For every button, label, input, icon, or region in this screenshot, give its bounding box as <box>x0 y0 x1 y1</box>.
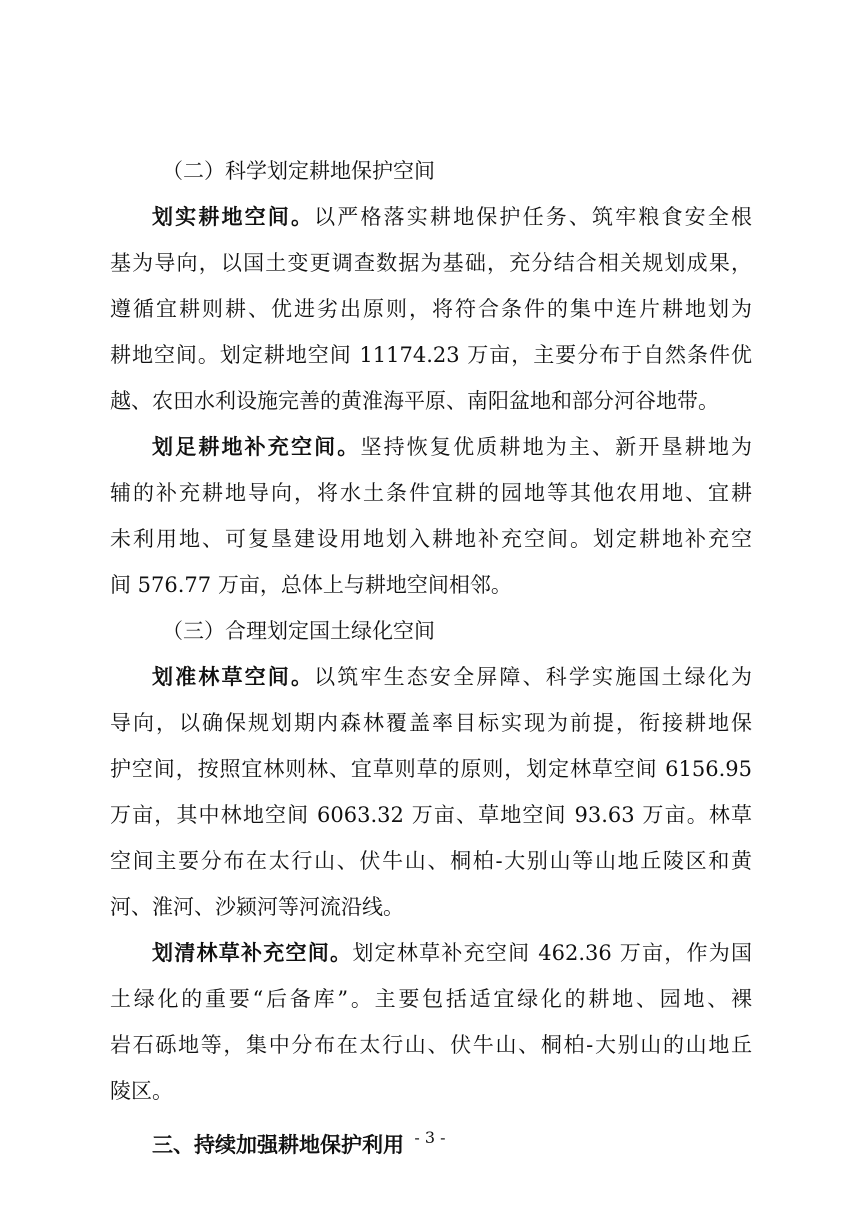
line-text: 以筑牢生态安全屏障、科学实施国土绿化为 <box>314 665 752 689</box>
paragraph-line: 陵区。 <box>110 1079 173 1103</box>
paragraph-line <box>110 930 752 976</box>
subheading-delineate-greening-space: （三）合理划定国土绿化空间 <box>162 619 435 643</box>
line-text: 坚持恢复优质耕地为主、新开垦耕地为 <box>360 435 752 459</box>
paragraph-line <box>110 194 752 240</box>
paragraph-line: 岩石砾地等，集中分布在太行山、伏牛山、桐柏-大别山的山地丘 <box>110 1033 752 1057</box>
paragraph-line: 间 576.77 万亩，总体上与耕地空间相邻。 <box>110 573 512 597</box>
line-text: 划定林草补充空间 462.36 万亩，作为国 <box>352 941 752 965</box>
paragraph-cultivated-space <box>110 194 752 424</box>
paragraph-line: 辅的补充耕地导向，将水土条件宜耕的园地等其他农用地、宜耕 <box>110 481 752 505</box>
paragraph-line: 万亩，其中林地空间 6063.32 万亩、草地空间 93.63 万亩。林草 <box>110 803 752 827</box>
section-heading: 三、持续加强耕地保护利用 <box>152 1132 404 1157</box>
page-number: - 3 - <box>414 1128 446 1147</box>
paragraph-line: 河、淮河、沙颍河等河流沿线。 <box>110 895 404 919</box>
paragraph-lead: 划实耕地空间。 <box>152 204 315 229</box>
paragraph-forest-grass-space <box>110 654 752 930</box>
paragraph-line <box>110 424 752 470</box>
paragraph-line: 未利用地、可复垦建设用地划入耕地补充空间。划定耕地补充空 <box>110 527 752 551</box>
line-text: 以严格落实耕地保护任务、筑牢粮食安全根 <box>314 205 752 229</box>
paragraph-line: 护空间，按照宜林则林、宜草则草的原则，划定林草空间 6156.95 <box>110 757 752 781</box>
paragraph-line: 导向，以确保规划期内森林覆盖率目标实现为前提，衔接耕地保 <box>110 711 752 735</box>
body-text <box>110 148 752 1168</box>
paragraph-forest-grass-supplement-space <box>110 930 752 1114</box>
paragraph-line: 遵循宜耕则耕、优进劣出原则，将符合条件的集中连片耕地划为 <box>110 297 752 321</box>
paragraph-line: 土绿化的重要“后备库”。主要包括适宜绿化的耕地、园地、裸 <box>110 987 752 1011</box>
paragraph-line: 耕地空间。划定耕地空间 11174.23 万亩，主要分布于自然条件优 <box>110 343 752 367</box>
paragraph-line: 越、农田水利设施完善的黄淮海平原、南阳盆地和部分河谷地带。 <box>110 389 719 413</box>
paragraph-lead: 划足耕地补充空间。 <box>152 434 361 459</box>
paragraph-cultivated-supplement-space <box>110 424 752 608</box>
subheading-delineate-cultivated-land: （二）科学划定耕地保护空间 <box>162 159 435 183</box>
paragraph-line <box>110 654 752 700</box>
paragraph-lead: 划准林草空间。 <box>152 664 315 689</box>
paragraph-lead: 划清林草补充空间。 <box>152 940 353 965</box>
paragraph-line: 基为导向，以国土变更调查数据为基础，充分结合相关规划成果， <box>110 251 752 275</box>
paragraph-line: 空间主要分布在太行山、伏牛山、桐柏-大别山等山地丘陵区和黄 <box>110 849 752 873</box>
